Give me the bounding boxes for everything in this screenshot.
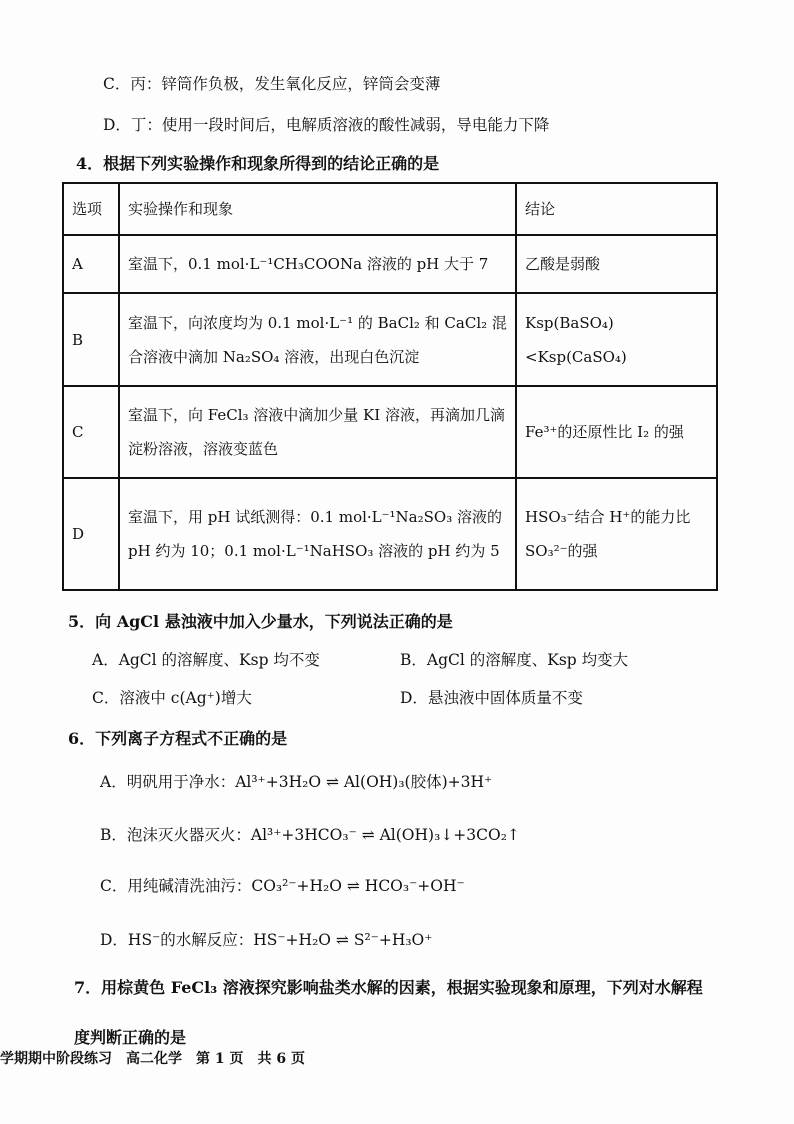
q5-option-d: D．悬浊液中固体质量不变 bbox=[400, 689, 583, 707]
row-conclusion: HSO₃⁻结合 H⁺的能力比 SO₃²⁻的强 bbox=[516, 478, 717, 590]
row-option: B bbox=[63, 293, 119, 386]
q5-stem: 5．向 AgCl 悬浊液中加入少量水，下列说法正确的是 bbox=[68, 612, 453, 631]
table-row bbox=[63, 478, 717, 590]
header-conclusion: 结论 bbox=[516, 183, 717, 235]
page-footer: 学期期中阶段练习 高二化学 第 1 页 共 6 页 bbox=[0, 1051, 305, 1067]
q6-stem: 6．下列离子方程式不正确的是 bbox=[68, 729, 288, 748]
row-operation: 室温下，向 FeCl₃ 溶液中滴加少量 KI 溶液，再滴加几滴淀粉溶液，溶液变蓝色 bbox=[119, 386, 516, 478]
q7-stem-line2: 度判断正确的是 bbox=[74, 1028, 187, 1047]
q6-option-c: C．用纯碱清洗油污：CO₃²⁻+H₂O ⇌ HCO₃⁻+OH⁻ bbox=[100, 877, 465, 895]
table-row bbox=[63, 293, 717, 386]
row-conclusion: Fe³⁺的还原性比 I₂ 的强 bbox=[516, 386, 717, 478]
table-row bbox=[63, 386, 717, 478]
table-header-row bbox=[63, 183, 717, 235]
q6-option-b: B．泡沫灭火器灭火：Al³⁺+3HCO₃⁻ ⇌ Al(OH)₃↓+3CO₂↑ bbox=[100, 826, 520, 844]
row-conclusion: 乙酸是弱酸 bbox=[516, 235, 717, 293]
q5-option-b: B．AgCl 的溶解度、Ksp 均变大 bbox=[400, 651, 629, 669]
row-option: A bbox=[63, 235, 119, 293]
q7-stem-line1: 7．用棕黄色 FeCl₃ 溶液探究影响盐类水解的因素，根据实验现象和原理，下列对水解程 bbox=[74, 978, 703, 997]
q3-option-c: C．丙：锌筒作负极，发生氧化反应，锌筒会变薄 bbox=[103, 75, 441, 93]
q4-stem: 4．根据下列实验操作和现象所得到的结论正确的是 bbox=[76, 154, 440, 173]
row-conclusion: Ksp(BaSO₄)<Ksp(CaSO₄) bbox=[516, 293, 717, 386]
experiment-table bbox=[62, 182, 718, 591]
q3-option-d: D．丁：使用一段时间后，电解质溶液的酸性减弱，导电能力下降 bbox=[103, 116, 550, 134]
row-operation: 室温下，向浓度均为 0.1 mol·L⁻¹ 的 BaCl₂ 和 CaCl₂ 混合溶液中滴加 Na₂SO₄ 溶液，出现白色沉淀 bbox=[119, 293, 516, 386]
row-option: D bbox=[63, 478, 119, 590]
q5-option-a: A．AgCl 的溶解度、Ksp 均不变 bbox=[92, 651, 320, 669]
row-operation: 室温下，0.1 mol·L⁻¹CH₃COONa 溶液的 pH 大于 7 bbox=[119, 235, 516, 293]
table-row bbox=[63, 235, 717, 293]
header-operation: 实验操作和现象 bbox=[119, 183, 516, 235]
q6-option-d: D．HS⁻的水解反应：HS⁻+H₂O ⇌ S²⁻+H₃O⁺ bbox=[100, 931, 433, 949]
q5-option-c: C．溶液中 c(Ag⁺)增大 bbox=[92, 689, 252, 707]
header-option: 选项 bbox=[63, 183, 119, 235]
row-operation: 室温下，用 pH 试纸测得：0.1 mol·L⁻¹Na₂SO₃ 溶液的 pH 约为 10；0.1 mol·L⁻¹NaHSO₃ 溶液的 pH 约为 5 bbox=[119, 478, 516, 590]
q6-option-a: A．明矾用于净水：Al³⁺+3H₂O ⇌ Al(OH)₃(胶体)+3H⁺ bbox=[100, 773, 493, 791]
row-option: C bbox=[63, 386, 119, 478]
